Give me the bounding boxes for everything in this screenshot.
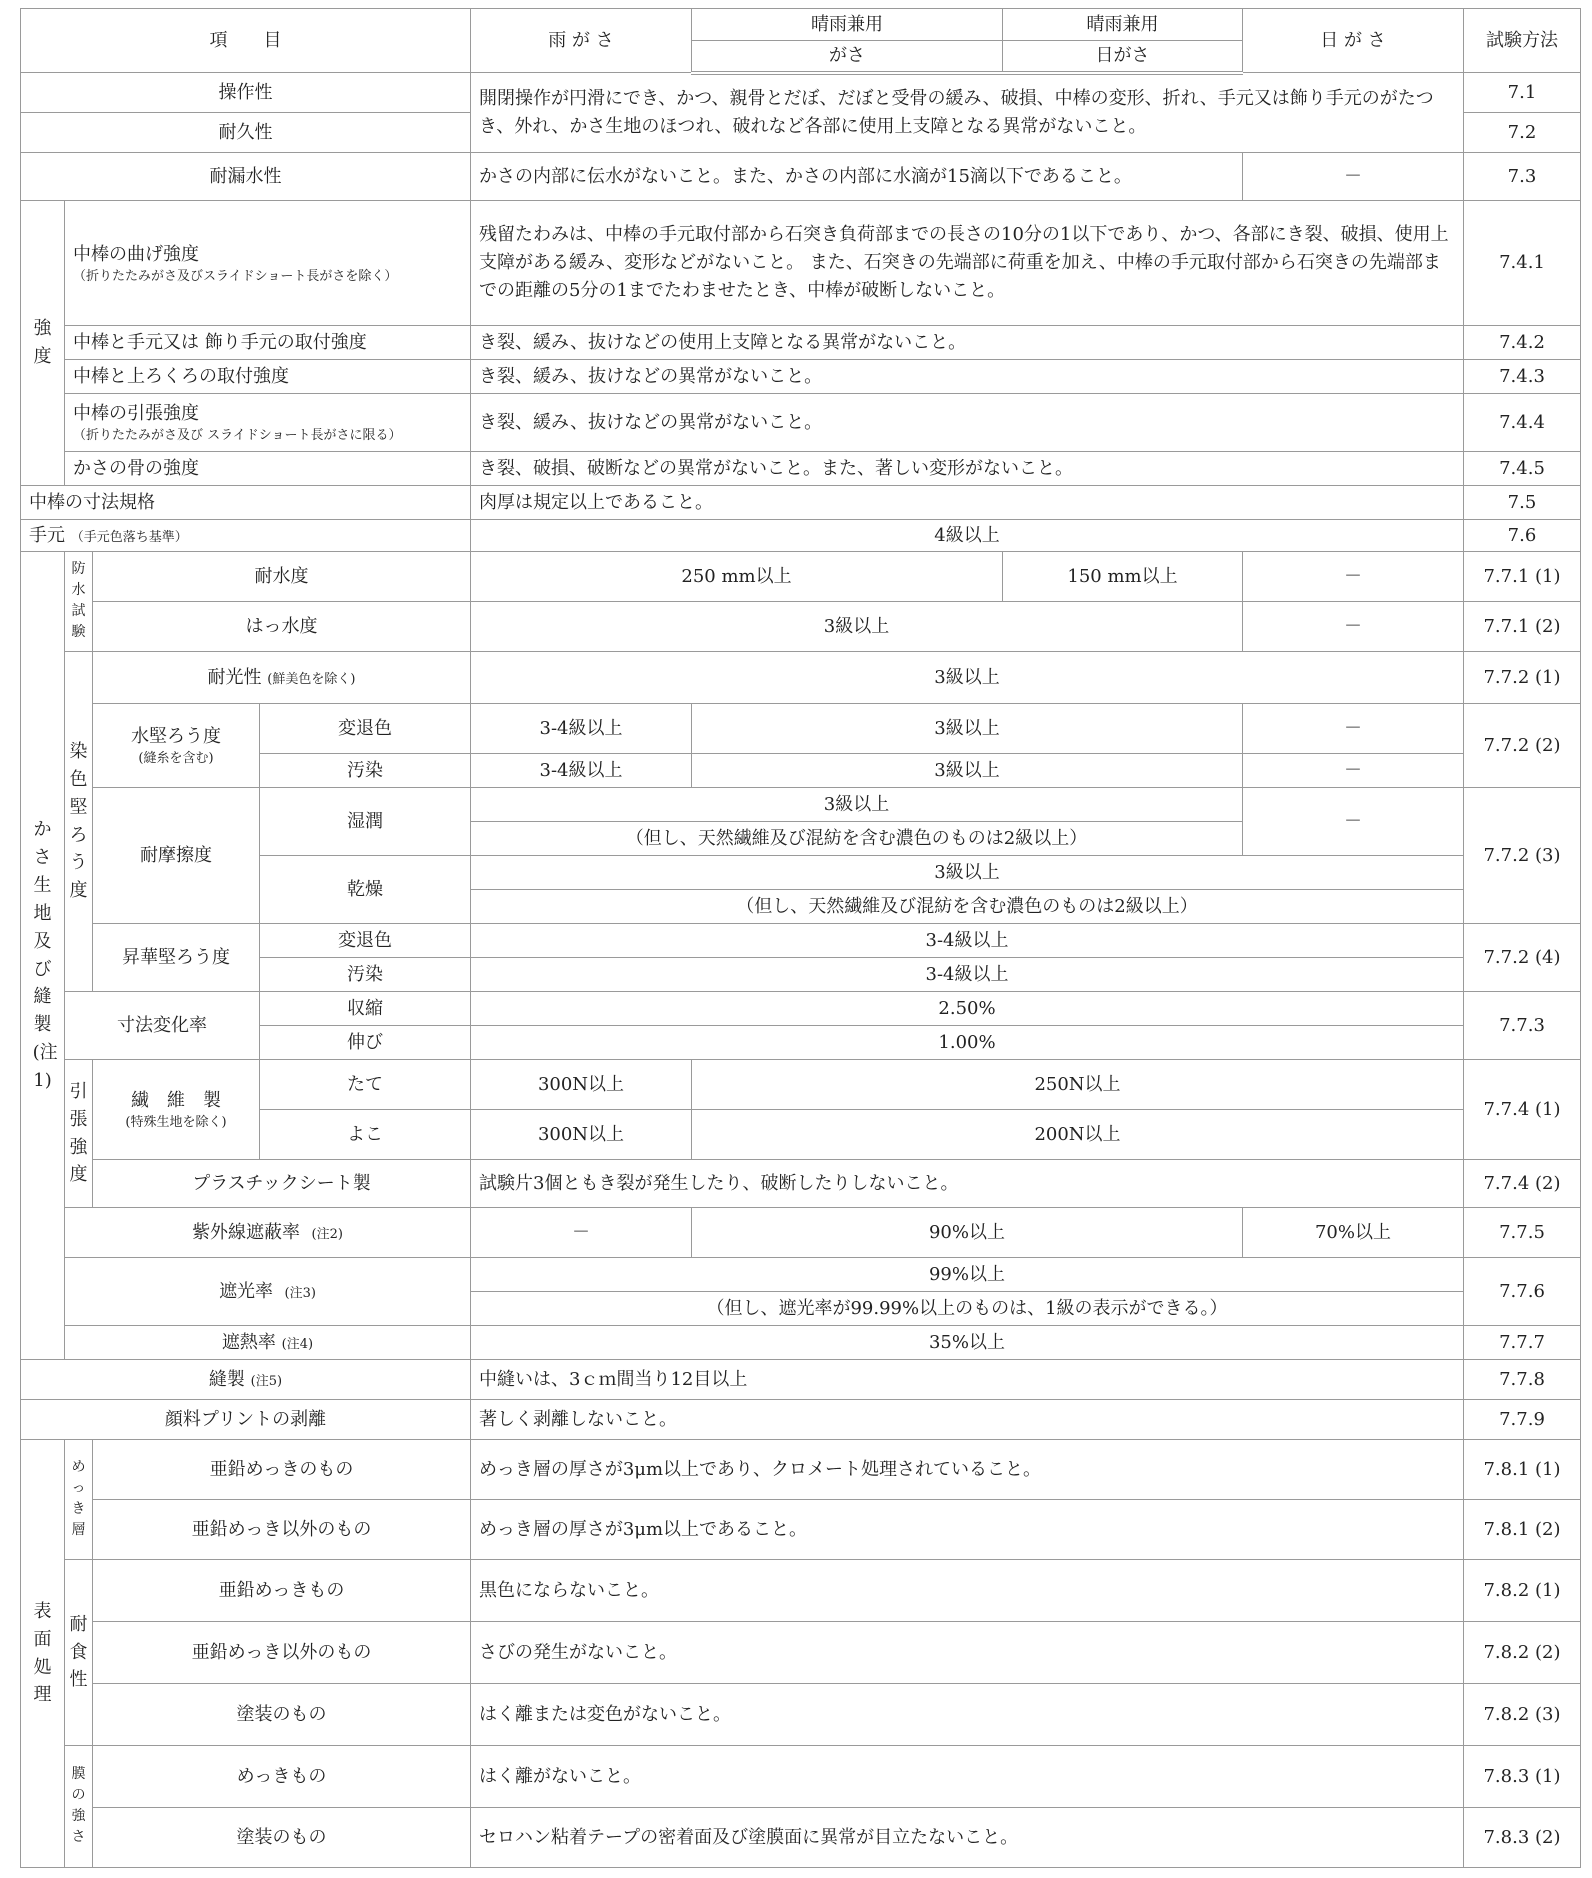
sub-label: たて: [260, 1060, 471, 1110]
row-value: 35%以上: [471, 1326, 1464, 1360]
header-both-sun: 日がさ: [1003, 41, 1243, 73]
row-label: 耐光性 (鮮美色を除く): [93, 652, 471, 704]
row-text: かさの内部に伝水がないこと。また、かさの内部に水滴が15滴以下であること。: [471, 153, 1243, 201]
group-corrosion: 耐食性: [65, 1560, 93, 1746]
row-label: 縫製 (注5): [21, 1360, 471, 1400]
row-text: めっき層の厚さが3μm以上であること。: [471, 1500, 1464, 1560]
row-value: 4級以上: [471, 520, 1464, 552]
test-method: 7.7.6: [1464, 1258, 1581, 1326]
row-label: 耐久性: [21, 113, 471, 153]
row-value: 3級以上: [471, 602, 1243, 652]
row-note: （但し、遮光率が99.99%以上のものは、1級の表示ができる。）: [471, 1292, 1464, 1326]
dash-cell: －: [471, 1208, 692, 1258]
row-value: 1.00%: [471, 1026, 1464, 1060]
row-note: （但し、天然繊維及び混紡を含む濃色のものは2級以上）: [471, 822, 1243, 856]
row-value: 300N以上: [471, 1060, 692, 1110]
table-row: [21, 1258, 1581, 1292]
test-method: 7.7.5: [1464, 1208, 1581, 1258]
header-sun: 日 が さ: [1243, 9, 1464, 73]
table-row: [21, 652, 1581, 704]
test-method: 7.5: [1464, 486, 1581, 520]
table-row: [21, 326, 1581, 360]
row-value: 99%以上: [471, 1258, 1464, 1292]
header-method: 試験方法: [1464, 9, 1581, 73]
row-label: 中棒の寸法規格: [21, 486, 471, 520]
test-method: 7.7.4 (1): [1464, 1060, 1581, 1160]
test-method: 7.7.9: [1464, 1400, 1581, 1440]
dash-cell: －: [1243, 704, 1464, 754]
table-row: [21, 73, 1581, 113]
row-text: 開閉操作が円滑にでき、かつ、親骨とだぼ、だぼと受骨の緩み、破損、中棒の変形、折れ、手元又は飾り手元のがたつき、外れ、かさ生地のほつれ、破れなど各部に使用上支障となる異常がないこと。: [471, 73, 1464, 153]
header-both-top-1: 晴雨兼用: [692, 9, 1003, 41]
table-row: [21, 486, 1581, 520]
row-value: 3級以上: [692, 754, 1243, 788]
sub-label: 収縮: [260, 992, 471, 1026]
row-label: かさの骨の強度: [65, 452, 471, 486]
header-item: 項 目: [21, 9, 471, 73]
row-text: き裂、破損、破断などの異常がないこと。また、著しい変形がないこと。: [471, 452, 1464, 486]
test-method: 7.7.1 (1): [1464, 552, 1581, 602]
row-text: はく離がないこと。: [471, 1746, 1464, 1808]
table-row: [21, 452, 1581, 486]
header-row: [21, 9, 1581, 41]
dash-cell: －: [1243, 754, 1464, 788]
test-method: 7.8.2 (3): [1464, 1684, 1581, 1746]
row-label: 中棒と手元又は 飾り手元の取付強度: [65, 326, 471, 360]
table-row: [21, 201, 1581, 326]
row-value: 3級以上: [471, 856, 1464, 890]
sub-label: 変退色: [260, 924, 471, 958]
row-value: 250N以上: [692, 1060, 1464, 1110]
row-value: 200N以上: [692, 1110, 1464, 1160]
table-row: [21, 1360, 1581, 1400]
test-method: 7.7.7: [1464, 1326, 1581, 1360]
header-both-rain: がさ: [692, 41, 1003, 73]
row-text: 残留たわみは、中棒の手元取付部から石突き負荷部までの長さの10分の1以下であり、かつ、各部にき裂、破損、使用上支障がある緩み、変形などがないこと。 また、石突きの先端部に荷重を加え、中棒の手元取付部から石突きの先端部までの距離の5分の1までたわませたとき、中棒が破断しないこと。: [471, 201, 1464, 326]
row-label: プラスチックシート製: [93, 1160, 471, 1208]
row-label: 顔料プリントの剥離: [21, 1400, 471, 1440]
row-value: 3-4級以上: [471, 754, 692, 788]
test-method: 7.7.2 (4): [1464, 924, 1581, 992]
sub-label: 湿潤: [260, 788, 471, 856]
table-row: [21, 924, 1581, 958]
test-method: 7.8.2 (1): [1464, 1560, 1581, 1622]
dash-cell: －: [1243, 153, 1464, 201]
table-row: [21, 552, 1581, 602]
row-value: 3-4級以上: [471, 704, 692, 754]
table-row: [21, 1746, 1581, 1808]
row-value: 3-4級以上: [471, 924, 1464, 958]
row-label: 亜鉛めっき以外のもの: [93, 1500, 471, 1560]
row-text: 著しく剥離しないこと。: [471, 1400, 1464, 1440]
test-method: 7.7.2 (3): [1464, 788, 1581, 924]
row-label: 手元 （手元色落ち基準）: [21, 520, 471, 552]
test-method: 7.6: [1464, 520, 1581, 552]
row-text: 中縫いは、3ｃｍ間当り12目以上: [471, 1360, 1464, 1400]
group-surface: 表面処理: [21, 1440, 65, 1868]
test-method: 7.8.3 (1): [1464, 1746, 1581, 1808]
row-text: き裂、緩み、抜けなどの使用上支障となる異常がないこと。: [471, 326, 1464, 360]
table-row: [21, 788, 1581, 822]
sub-label: 汚染: [260, 754, 471, 788]
row-label: 亜鉛めっきのもの: [93, 1440, 471, 1500]
test-method: 7.3: [1464, 153, 1581, 201]
test-method: 7.7.3: [1464, 992, 1581, 1060]
row-value: 250 mm以上: [471, 552, 1003, 602]
row-label: 紫外線遮蔽率 (注2): [65, 1208, 471, 1258]
table-row: [21, 992, 1581, 1026]
test-method: 7.4.2: [1464, 326, 1581, 360]
row-label: 遮熱率 (注4): [65, 1326, 471, 1360]
row-label: はっ水度: [93, 602, 471, 652]
table-row: [21, 360, 1581, 394]
group-strength: 強度: [21, 201, 65, 486]
row-label: 耐水度: [93, 552, 471, 602]
row-label: 操作性: [21, 73, 471, 113]
table-row: [21, 704, 1581, 754]
row-value: 3級以上: [471, 652, 1464, 704]
table-row: [21, 1684, 1581, 1746]
row-label: 遮光率 (注3): [65, 1258, 471, 1326]
row-text: めっき層の厚さが3μm以上であり、クロメート処理されていること。: [471, 1440, 1464, 1500]
test-method: 7.4.3: [1464, 360, 1581, 394]
row-label: 繊 維 製 (特殊生地を除く): [93, 1060, 260, 1160]
row-label: 昇華堅ろう度: [93, 924, 260, 992]
row-value: 3-4級以上: [471, 958, 1464, 992]
table-row: [21, 1560, 1581, 1622]
test-method: 7.7.8: [1464, 1360, 1581, 1400]
table-row: [21, 1208, 1581, 1258]
table-row: [21, 1440, 1581, 1500]
row-text: さびの発生がないこと。: [471, 1622, 1464, 1684]
row-label: めっきもの: [93, 1746, 471, 1808]
test-method: 7.8.2 (2): [1464, 1622, 1581, 1684]
sub-label: 変退色: [260, 704, 471, 754]
row-value: 90%以上: [692, 1208, 1243, 1258]
row-label: 塗装のもの: [93, 1808, 471, 1868]
table-row: [21, 153, 1581, 201]
row-text: 肉厚は規定以上であること。: [471, 486, 1464, 520]
table-row: [21, 520, 1581, 552]
row-label: 耐漏水性: [21, 153, 471, 201]
group-dye-fastness: 染色堅ろう度: [65, 652, 93, 992]
table-row: [21, 1400, 1581, 1440]
row-value: 3級以上: [692, 704, 1243, 754]
row-label: 水堅ろう度 (縫糸を含む): [93, 704, 260, 788]
table-row: [21, 1500, 1581, 1560]
group-plating: めっき層: [65, 1440, 93, 1560]
row-label: 寸法変化率: [65, 992, 260, 1060]
table-row: [21, 1060, 1581, 1110]
test-method: 7.7.4 (2): [1464, 1160, 1581, 1208]
table-row: [21, 1808, 1581, 1868]
dash-cell: －: [1243, 552, 1464, 602]
table-row: [21, 1622, 1581, 1684]
row-note: （但し、天然繊維及び混紡を含む濃色のものは2級以上）: [471, 890, 1464, 924]
test-method: 7.8.1 (2): [1464, 1500, 1581, 1560]
header-both-top-2: 晴雨兼用: [1003, 9, 1243, 41]
group-waterproof: 防水試験: [65, 552, 93, 652]
row-value: 300N以上: [471, 1110, 692, 1160]
umbrella-spec-table: [20, 8, 1581, 1868]
row-label: 亜鉛めっきもの: [93, 1560, 471, 1622]
row-value: 2.50%: [471, 992, 1464, 1026]
row-label: 耐摩擦度: [93, 788, 260, 924]
row-value: 70%以上: [1243, 1208, 1464, 1258]
table-row: [21, 1326, 1581, 1360]
row-text: 黒色にならないこと。: [471, 1560, 1464, 1622]
row-label: 中棒の引張強度 （折りたたみがさ及び スライドショート長がさに限る）: [65, 394, 471, 452]
test-method: 7.1: [1464, 73, 1581, 113]
row-text: はく離または変色がないこと。: [471, 1684, 1464, 1746]
row-value: 3級以上: [471, 788, 1243, 822]
header-rain: 雨 が さ: [471, 9, 692, 73]
group-tensile: 引張強度: [65, 1060, 93, 1208]
row-text: き裂、緩み、抜けなどの異常がないこと。: [471, 360, 1464, 394]
row-text: 試験片3個ともき裂が発生したり、破断したりしないこと。: [471, 1160, 1464, 1208]
test-method: 7.8.1 (1): [1464, 1440, 1581, 1500]
table-row: [21, 394, 1581, 452]
test-method: 7.4.4: [1464, 394, 1581, 452]
row-label: 亜鉛めっき以外のもの: [93, 1622, 471, 1684]
test-method: 7.7.2 (2): [1464, 704, 1581, 788]
test-method: 7.7.1 (2): [1464, 602, 1581, 652]
test-method: 7.4.5: [1464, 452, 1581, 486]
dash-cell: －: [1243, 788, 1464, 856]
test-method: 7.4.1: [1464, 201, 1581, 326]
test-method: 7.7.2 (1): [1464, 652, 1581, 704]
dash-cell: －: [1243, 602, 1464, 652]
row-label: 中棒の曲げ強度 （折りたたみがさ及びスライドショート長がさを除く）: [65, 201, 471, 326]
group-film: 膜の強さ: [65, 1746, 93, 1868]
group-fabric: かさ生地及び縫製 (注1): [21, 552, 65, 1360]
table-row: [21, 602, 1581, 652]
row-label: 塗装のもの: [93, 1684, 471, 1746]
row-label: 中棒と上ろくろの取付強度: [65, 360, 471, 394]
test-method: 7.2: [1464, 113, 1581, 153]
row-text: セロハン粘着テープの密着面及び塗膜面に異常が目立たないこと。: [471, 1808, 1464, 1868]
sub-label: よこ: [260, 1110, 471, 1160]
table-row: [21, 1160, 1581, 1208]
sub-label: 汚染: [260, 958, 471, 992]
sub-label: 乾燥: [260, 856, 471, 924]
row-value: 150 mm以上: [1003, 552, 1243, 602]
test-method: 7.8.3 (2): [1464, 1808, 1581, 1868]
row-text: き裂、緩み、抜けなどの異常がないこと。: [471, 394, 1464, 452]
sub-label: 伸び: [260, 1026, 471, 1060]
